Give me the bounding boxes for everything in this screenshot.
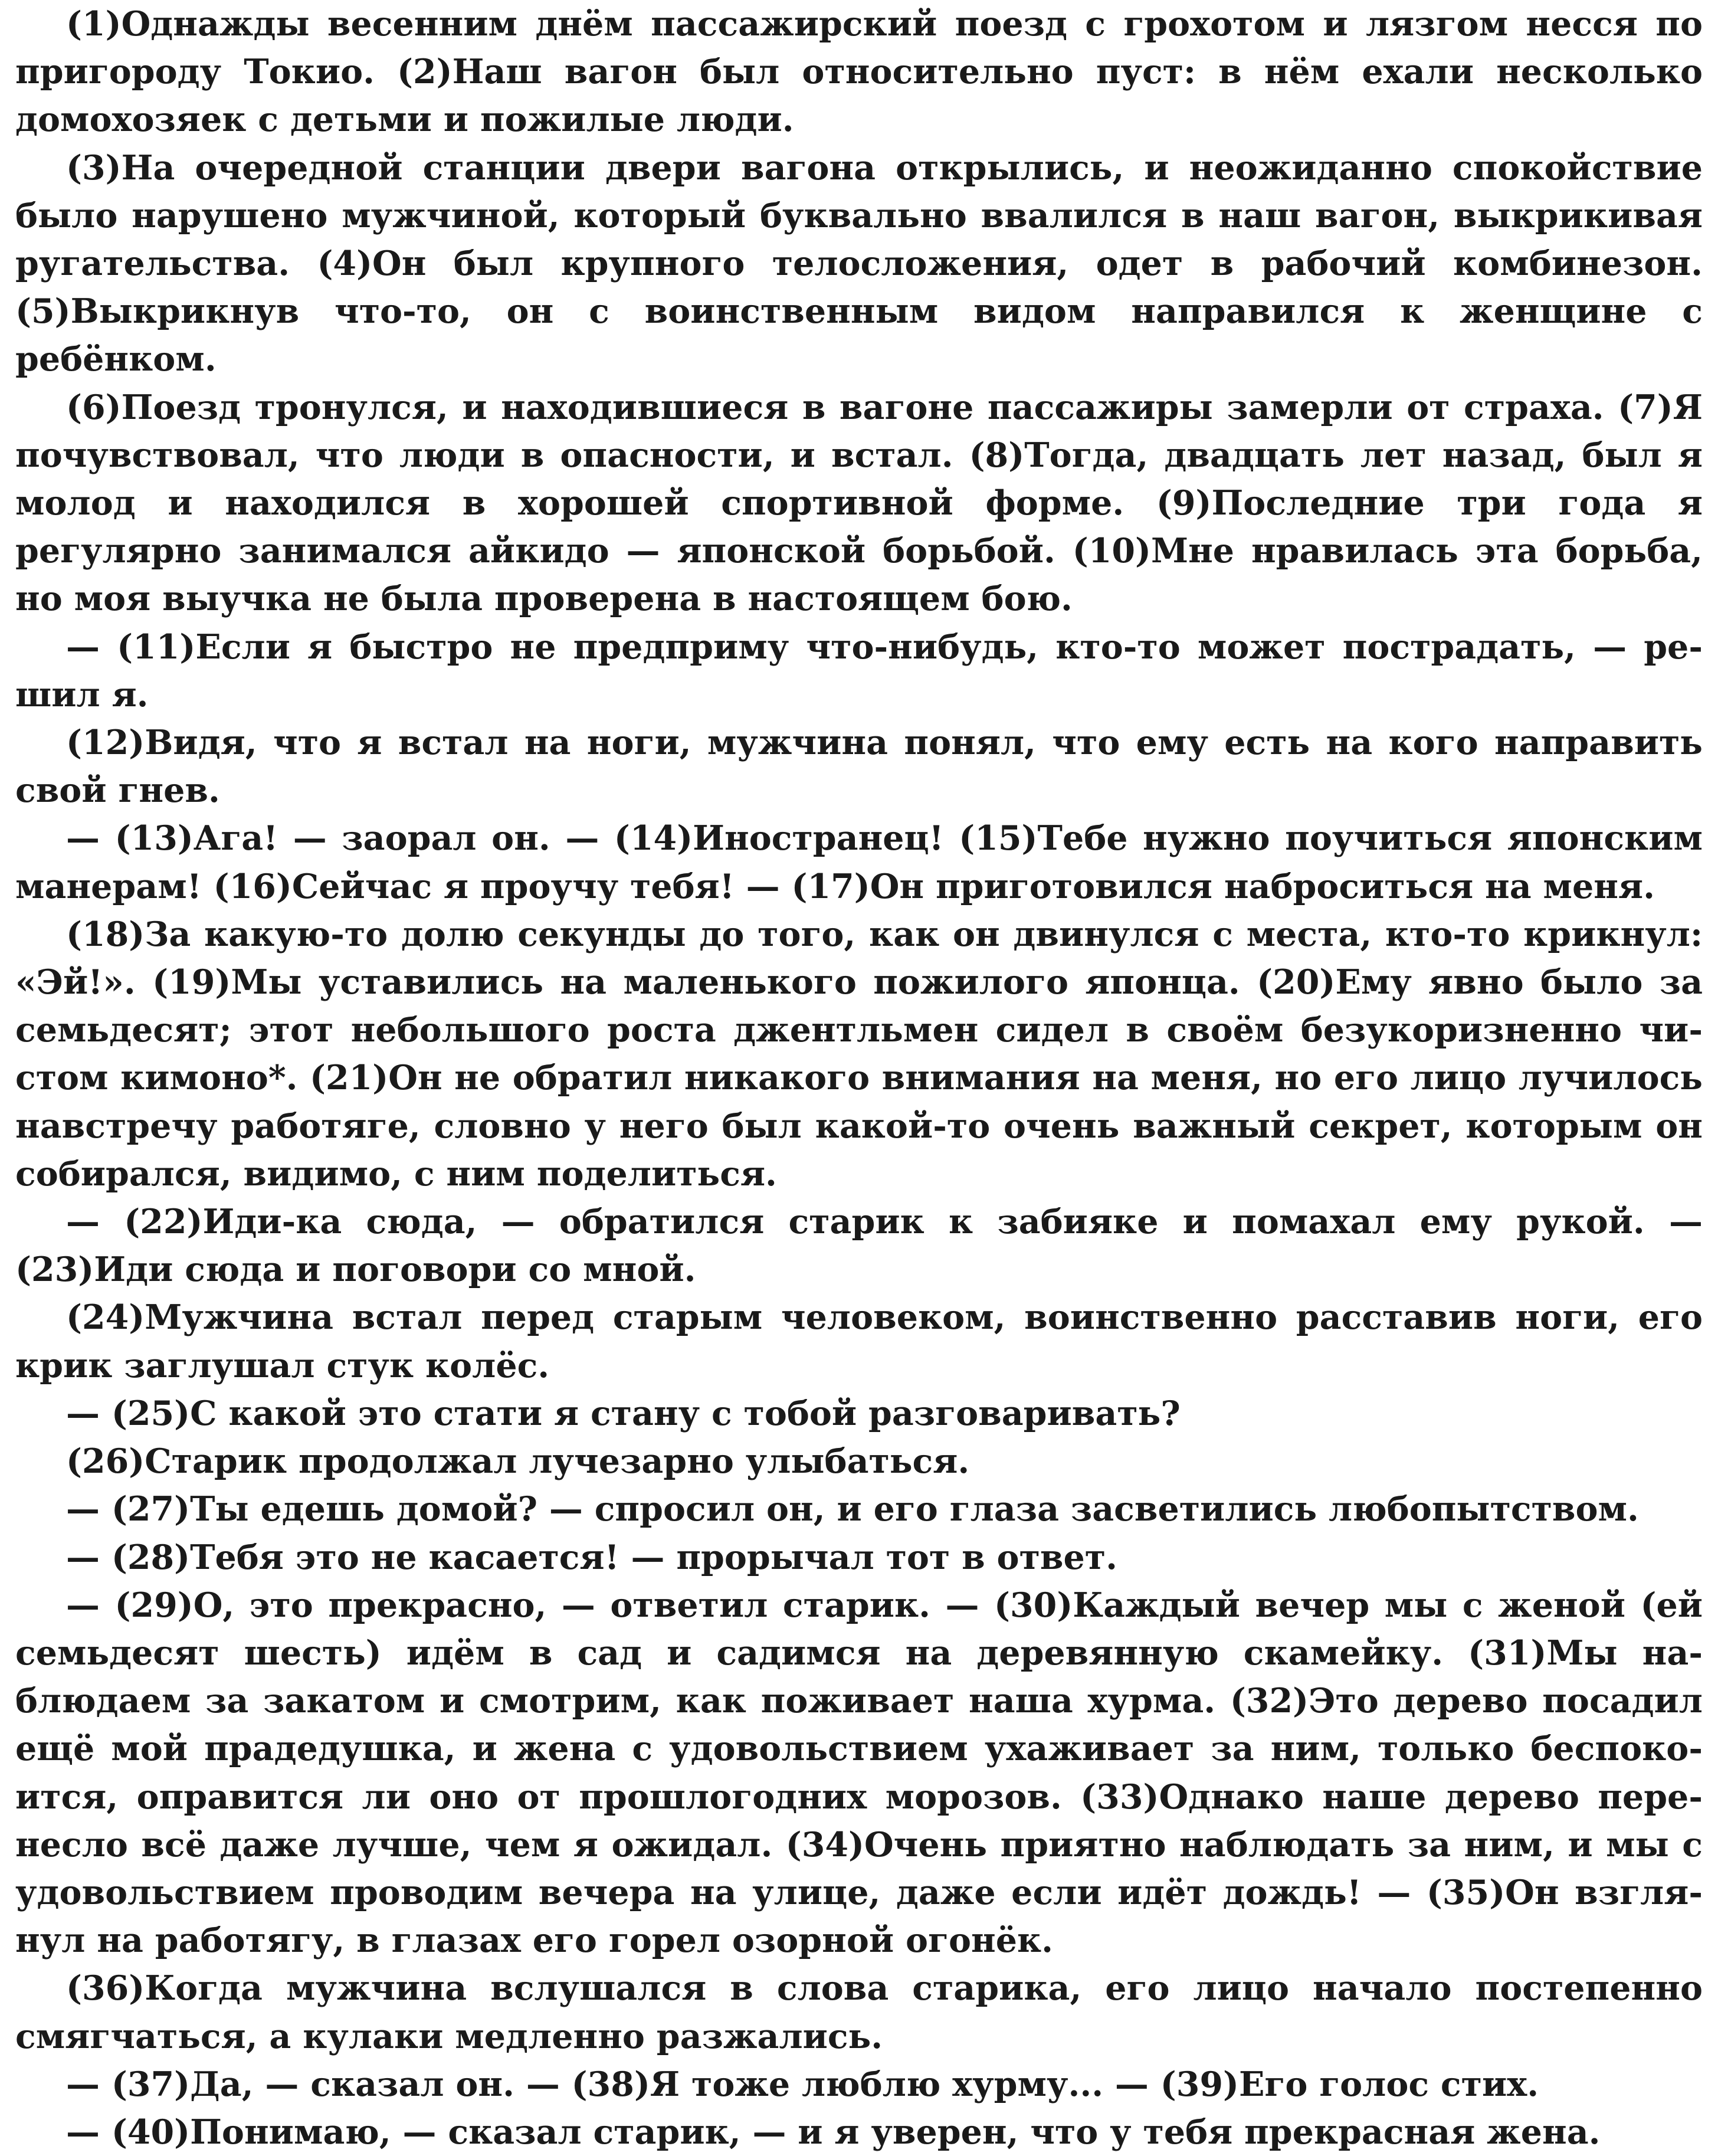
paragraph-13: — (28)Тебя это не касается! — прорычал тот в ответ.: [66, 1537, 1117, 1577]
paragraph-14: — (29)О, это прекрасно, — ответил старик. — (30)Каждый вечер мы с женой (ей семьдесят шесть) идём в сад и садимся на деревянную скамейку. (31)Мы наблюдаем за закатом и смотрим, как поживает наша хурма. (32)Это дерево посадил ещё мой прадедушка, и жена с удовольствием ухаживает за ним, только беспокоится, оправится ли оно от прошлогодних морозов. (33)Однако наше дерево перенесло всё даже лучше, чем я ожидал. (34)Очень приятно наблюдать за ним, и мы с удовольствием проводим вечера на улице, даже если идёт дождь! — (35)Он взглянул на работягу, в глазах его горел озорной огонёк.: [15, 1585, 1703, 1961]
paragraph-2: (3)На очередной станции двери вагона открылись, и неожиданно спокойствие было нарушено мужчиной, который буквально ввалился в наш вагон, выкрикивая ругательства. (4)Он был крупного телосложения, одет в рабочий комбинезон. (5)Выкрикнув что-то, он с воинственным видом направился к женщине с ребёнком.: [15, 148, 1703, 379]
paragraph-5: (12)Видя, что я встал на ноги, мужчина понял, что ему есть на кого направить свой гнев.: [15, 723, 1703, 811]
paragraph-11: (26)Старик продолжал лучезарно улыбаться.: [66, 1441, 970, 1482]
paragraph-3: (6)Поезд тронулся, и находившиеся в вагоне пассажиры замерли от страха. (7)Я почувствовал, что люди в опасности, и встал. (8)Тогда, двадцать лет назад, был я молод и находился в хорошей спортивной форме. (9)Последние три года я регулярно занимался айкидо — японской борьбой. (10)Мне нравилась эта борьба, но моя выучка не была проверена в настоящем бою.: [15, 387, 1703, 619]
paragraph-8: — (22)Иди-ка сюда, — обратился старик к забияке и помахал ему рукой. — (23)Иди сюда и поговори со мной.: [15, 1202, 1703, 1290]
paragraph-6: — (13)Ага! — заорал он. — (14)Иностранец! (15)Тебе нужно поучиться японским манерам! (16)Сейчас я проучу тебя! — (17)Он приготовился наброситься на меня.: [15, 818, 1703, 906]
paragraph-10: — (25)С какой это стати я стану с тобой разговаривать?: [66, 1393, 1181, 1433]
paragraph-9: (24)Мужчина встал перед старым человеком, воинственно расставив ноги, его крик заглушал стук колёс.: [15, 1297, 1703, 1385]
paragraph-17: — (40)Понимаю, — сказал старик, — и я уверен, что у тебя прекрасная жена.: [66, 2112, 1601, 2152]
paragraph-16: — (37)Да, — сказал он. — (38)Я тоже люблю хурму... — (39)Его голос стих.: [66, 2064, 1539, 2104]
paragraph-12: — (27)Ты едешь домой? — спросил он, и его глаза засветились любопытством.: [66, 1489, 1639, 1529]
paragraph-15: (36)Когда мужчина вслушался в слова старика, его лицо начало постепенно смягчаться, а кулаки медленно разжались.: [15, 1968, 1703, 2056]
document-page: [15, 0, 1703, 2152]
paragraph-1: (1)Однажды весенним днём пассажирский поезд с грохотом и лязгом несся по пригороду Токио. (2)Наш вагон был относительно пуст: в нём ехали несколько домохозяек с детьми и пожилые люди.: [15, 4, 1703, 140]
paragraph-4: — (11)Если я быстро не предприму что-нибудь, кто-то может пострадать, — решил я.: [15, 627, 1703, 715]
paragraph-7: (18)За какую-то долю секунды до того, как он двинулся с места, кто-то крикнул: «Эй!». (19)Мы уставились на маленького пожилого японца. (20)Ему явно было за семьдесят; этот небольшого роста джентльмен сидел в своём безукоризненно чистом кимоно*. (21)Он не обратил никакого внимания на меня, но его лицо лучилось навстречу работяге, словно у него был какой-то очень важный секрет, которым он собирался, видимо, с ним поделиться.: [15, 914, 1703, 1194]
